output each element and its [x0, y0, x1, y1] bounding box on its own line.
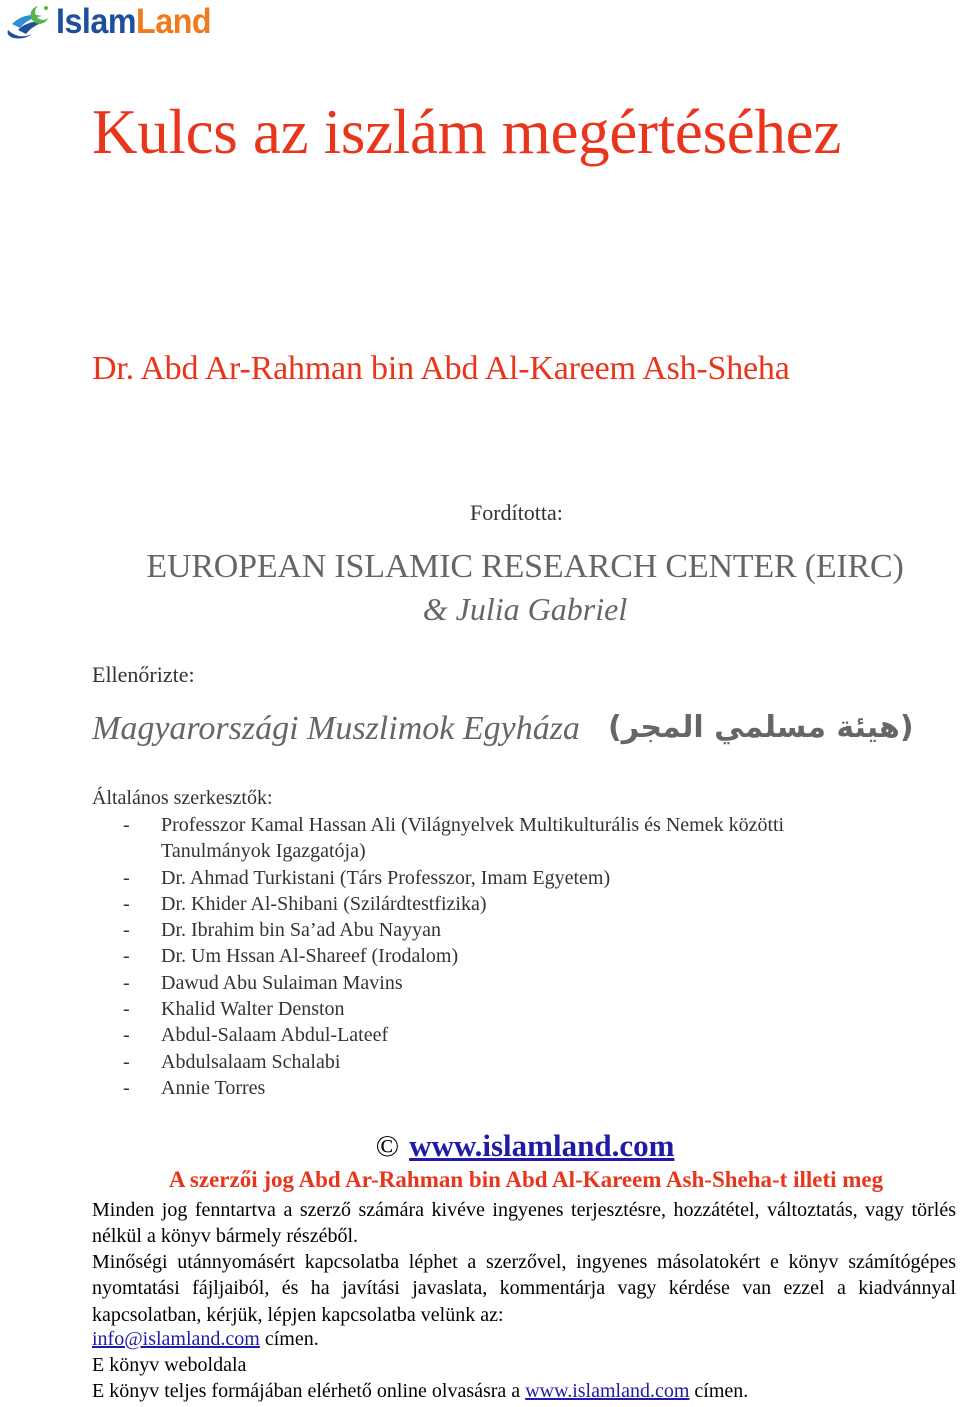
editor-item: - Dawud Abu Sulaiman Mavins — [92, 970, 892, 996]
editors-list — [92, 812, 892, 1101]
author-name: Dr. Abd Ar-Rahman bin Abd Al-Kareem Ash-Sheha — [92, 350, 790, 387]
editor-item: - Dr. Khider Al-Shibani (Szilárdtestfizika) — [92, 891, 892, 917]
editor-item: - Dr. Ibrahim bin Sa’ad Abu Nayyan — [92, 917, 892, 943]
book-website-label: E könyv weboldala — [92, 1354, 247, 1376]
contact-suffix: címen. — [259, 1328, 319, 1350]
website-line — [0, 1128, 960, 1164]
islamland-logo[interactable] — [0, 0, 230, 48]
crescent-book-icon — [2, 0, 54, 48]
website-link[interactable]: www.islamland.com — [409, 1128, 675, 1163]
quality-paragraph: Minőségi utánnyomásért kapcsolatba léphet a szerzővel, ingyenes másolatokért e könyv számítógépes nyomtatási fájljaiból, és ha javítási javaslata, kommentárja vagy kérdése van ezzel a kiadvánnyal kapcsolatban, kérjük, lépjen kapcsolatba velünk az: — [92, 1251, 956, 1326]
email-link[interactable]: info@islamland.com — [92, 1328, 260, 1350]
editor-item: - Dr. Um Hssan Al-Shareef (Irodalom) — [92, 943, 892, 969]
reviewer-organization: Magyarországi Muszlimok Egyháza — [92, 710, 580, 747]
logo-islam-text: Islam — [56, 2, 137, 41]
online-prefix: E könyv teljes formájában elérhető online olvasásra a — [92, 1380, 526, 1402]
reviewer-organization-arabic: (هيئة مسلمي المجر) — [608, 710, 914, 745]
checked-by-label: Ellenőrizte: — [92, 662, 195, 687]
editor-item: - Annie Torres — [92, 1075, 892, 1101]
copyright-icon: © — [375, 1128, 400, 1163]
editors-heading: Általános szerkesztők: — [92, 787, 273, 809]
online-reading-line — [92, 1380, 748, 1403]
translator-organization: EUROPEAN ISLAMIC RESEARCH CENTER (EIRC) — [146, 548, 904, 585]
rights-paragraph: Minden jog fenntartva a szerző számára kivéve ingyenes terjesztésre, hozzátétel, változtatás, vagy törlés nélkül a könyv bármely részéből. — [92, 1199, 956, 1248]
copyright-notice: A szerzői jog Abd Ar-Rahman bin Abd Al-Kareem Ash-Sheha-t illeti meg — [168, 1167, 884, 1192]
contact-line — [92, 1328, 319, 1351]
document-title: Kulcs az iszlám megértéséhez — [92, 97, 841, 167]
editor-item: - Dr. Ahmad Turkistani (Társ Professzor, Imam Egyetem) — [92, 865, 892, 891]
online-website-link[interactable]: www.islamland.com — [525, 1380, 690, 1402]
editor-item: - Abdul-Salaam Abdul-Lateef — [92, 1022, 892, 1048]
logo-land-text: Land — [136, 2, 212, 41]
editor-item: - Professzor Kamal Hassan Ali (Világnyelvek Multikulturális és Nemek közötti Tanulmányok Igazgatója) — [92, 812, 892, 865]
editor-item: - Khalid Walter Denston — [92, 996, 892, 1022]
online-suffix: címen. — [689, 1380, 749, 1402]
editor-item: - Abdulsalaam Schalabi — [92, 1049, 892, 1075]
logo-wordmark — [56, 2, 211, 42]
translator-person: & Julia Gabriel — [422, 591, 628, 627]
translated-by-label: Fordította: — [470, 500, 563, 525]
